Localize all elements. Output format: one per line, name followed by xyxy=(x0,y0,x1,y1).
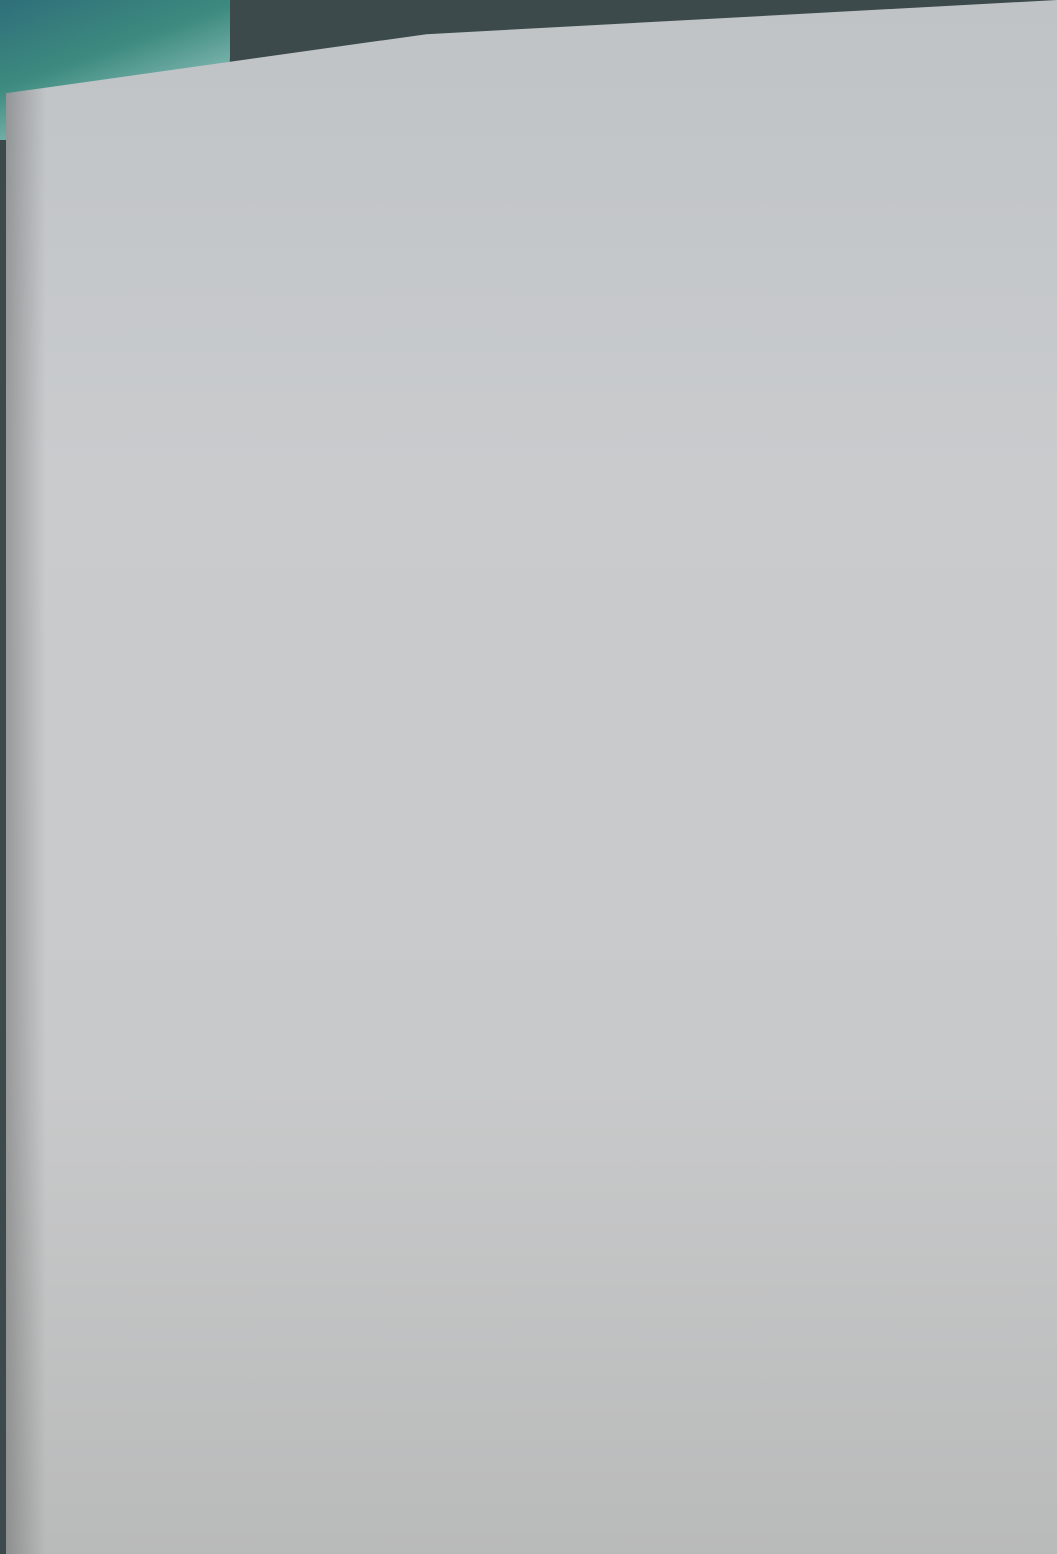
book-page xyxy=(6,0,1057,1554)
page-spine-shadow xyxy=(6,0,46,1554)
